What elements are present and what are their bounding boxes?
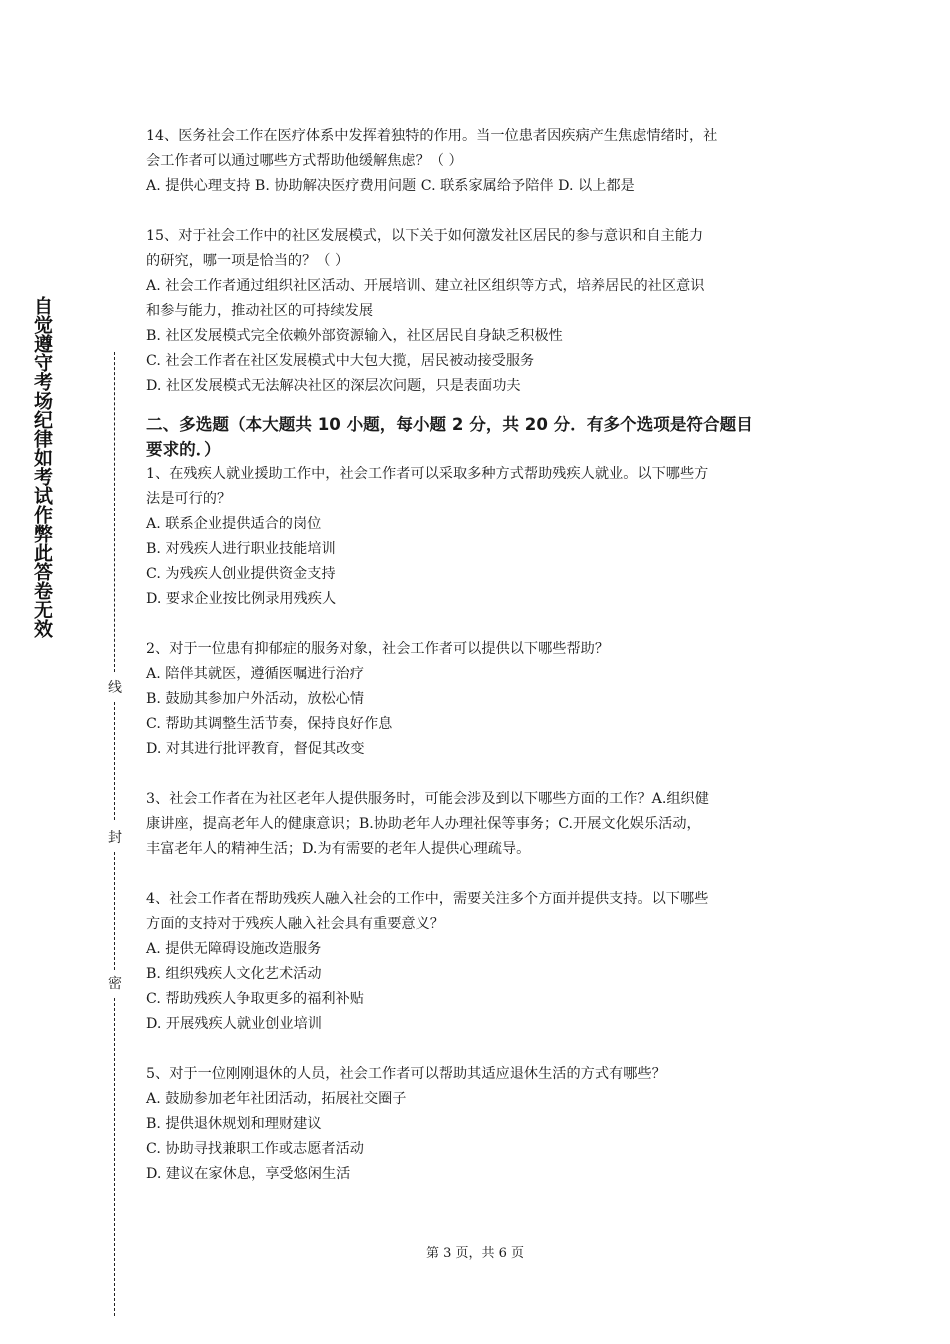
seal-dashed-line	[114, 702, 115, 820]
section-heading-line: 二、多选题（本大题共 10 小题，每小题 2 分，共 20 分．有多个选项是符合题目	[146, 415, 753, 434]
multi-question-5	[146, 1062, 814, 1187]
question-text: 1、在残疾人就业援助工作中，社会工作者可以采取多种方式帮助残疾人就业。以下哪些方	[146, 466, 709, 482]
multi-question-4	[146, 887, 814, 1037]
exam-discipline-warning: 自觉遵守考场纪律如考试作弊此答卷无效	[31, 296, 53, 638]
question-text: 方面的支持对于残疾人融入社会具有重要意义？	[146, 916, 444, 932]
option-d: D. 要求企业按比例录用残疾人	[146, 591, 337, 607]
option-b: B. 鼓励其参加户外活动，放松心情	[146, 691, 365, 707]
option-b: B. 提供退休规划和理财建议	[146, 1116, 322, 1132]
question-text: 4、社会工作者在帮助残疾人融入社会的工作中，需要关注多个方面并提供支持。以下哪些	[146, 891, 709, 907]
option-c: C. 协助寻找兼职工作或志愿者活动	[146, 1141, 364, 1157]
question-text: 法是可行的？	[146, 491, 232, 507]
question-text: 15、对于社会工作中的社区发展模式，以下关于如何激发社区居民的参与意识和自主能力	[146, 228, 704, 244]
section-heading-multiple-choice	[146, 412, 814, 462]
question-text: 5、对于一位刚刚退休的人员，社会工作者可以帮助其适应退休生活的方式有哪些？	[146, 1066, 666, 1082]
option-b: B. 组织残疾人文化艺术活动	[146, 966, 322, 982]
option-a: A. 社会工作者通过组织社区活动、开展培训、建立社区组织等方式，培养居民的社区意识	[146, 278, 705, 294]
option-a-continued: 和参与能力，推动社区的可持续发展	[146, 303, 374, 319]
option-b: B. 对残疾人进行职业技能培训	[146, 541, 336, 557]
seal-dashed-line	[114, 998, 115, 1316]
option-d: D. 对其进行批评教育，督促其改变	[146, 741, 365, 757]
option-c: C. 帮助其调整生活节奏，保持良好作息	[146, 716, 393, 732]
question-text: 丰富老年人的精神生活；D.为有需要的老年人提供心理疏导。	[146, 841, 531, 857]
question-text: 2、对于一位患有抑郁症的服务对象，社会工作者可以提供以下哪些帮助？	[146, 641, 610, 657]
seal-dashed-line	[114, 352, 115, 672]
question-text: 14、医务社会工作在医疗体系中发挥着独特的作用。当一位患者因疾病产生焦虑情绪时，社	[146, 128, 718, 144]
option-line: A. 提供心理支持 B. 协助解决医疗费用问题 C. 联系家属给予陪伴 D. 以上都是	[146, 178, 635, 194]
seal-char-secret: 密	[108, 976, 122, 992]
option-b: B. 社区发展模式完全依赖外部资源输入，社区居民自身缺乏积极性	[146, 328, 563, 344]
page-number: 第 3 页，共 6 页	[425, 1246, 525, 1261]
question-text: 的研究，哪一项是恰当的？（ ）	[146, 253, 350, 269]
question-text: 康讲座，提高老年人的健康意识；B.协助老年人办理社保等事务；C.开展文化娱乐活动，	[146, 816, 701, 832]
option-d: D. 社区发展模式无法解决社区的深层次问题，只是表面功夫	[146, 378, 521, 394]
option-c: C. 为残疾人创业提供资金支持	[146, 566, 336, 582]
seal-dashed-line	[114, 852, 115, 970]
exam-content	[146, 124, 814, 1187]
seal-char-line: 线	[108, 680, 122, 696]
question-text: 会工作者可以通过哪些方式帮助他缓解焦虑？（ ）	[146, 153, 463, 169]
option-c: C. 帮助残疾人争取更多的福利补贴	[146, 991, 364, 1007]
option-a: A. 提供无障碍设施改造服务	[146, 941, 322, 957]
option-d: D. 建议在家休息，享受悠闲生活	[146, 1166, 351, 1182]
option-d: D. 开展残疾人就业创业培训	[146, 1016, 322, 1032]
option-a: A. 联系企业提供适合的岗位	[146, 516, 322, 532]
question-14	[146, 124, 814, 199]
question-15	[146, 224, 814, 399]
multi-question-1	[146, 462, 814, 612]
multi-question-2	[146, 637, 814, 762]
option-c: C. 社会工作者在社区发展模式中大包大揽，居民被动接受服务	[146, 353, 535, 369]
question-text: 3、社会工作者在为社区老年人提供服务时，可能会涉及到以下哪些方面的工作？A.组织健	[146, 791, 709, 807]
section-heading-line: 要求的．）	[146, 440, 221, 459]
option-a: A. 陪伴其就医，遵循医嘱进行治疗	[146, 666, 364, 682]
multi-question-3	[146, 787, 814, 862]
seal-char-seal: 封	[108, 830, 122, 846]
option-a: A. 鼓励参加老年社团活动，拓展社交圈子	[146, 1091, 407, 1107]
